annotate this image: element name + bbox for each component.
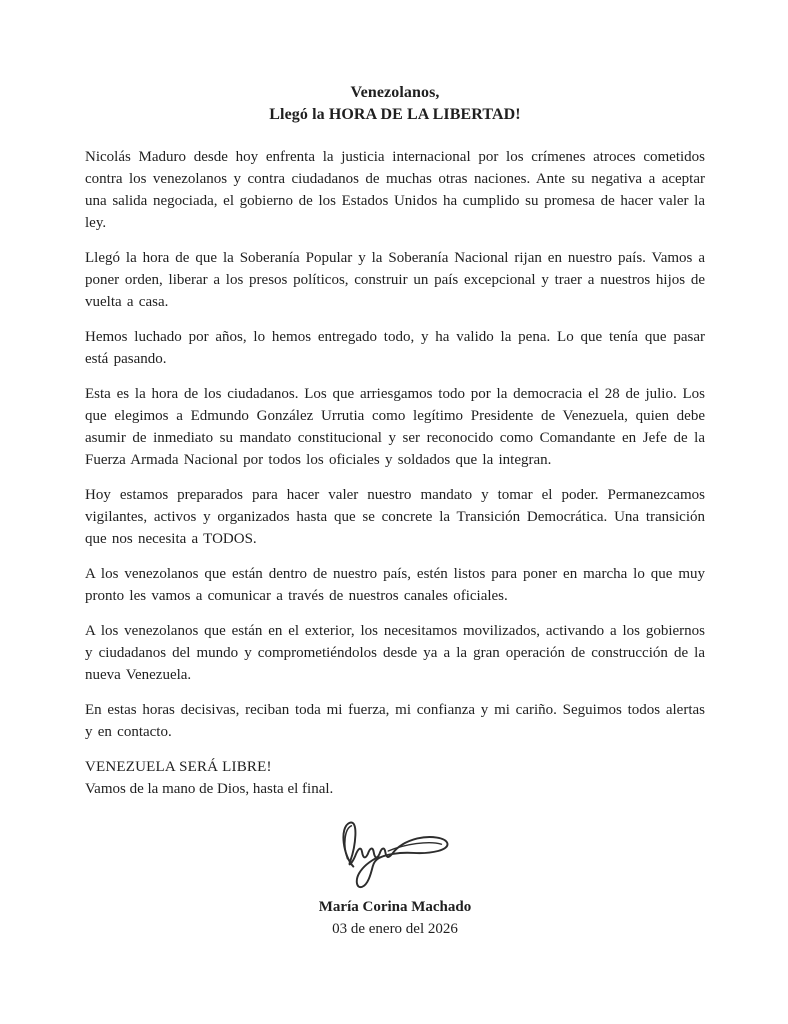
letter-paragraph: A los venezolanos que están dentro de nuestro país, estén listos para poner en marcha lo que muy pronto les vamos a comunicar a través de nuestros canales oficiales.	[85, 566, 705, 604]
letter-paragraph: Hemos luchado por años, lo hemos entregado todo, y ha valido la pena. Lo que tenía que pasar está pasando.	[85, 329, 705, 367]
closing-slogan: VENEZUELA SERÁ LIBRE!	[85, 759, 272, 775]
letter-title-line1: Venezolanos,	[350, 84, 440, 101]
letter-body	[85, 146, 705, 743]
letter-closing	[85, 756, 705, 800]
letter-title-line2: Llegó la HORA DE LA LIBERTAD!	[269, 106, 521, 123]
letter-date: 03 de enero del 2026	[332, 921, 458, 937]
letter-paragraph: Llegó la hora de que la Soberanía Popular y la Soberanía Nacional rijan en nuestro país. Vamos a poner orden, liberar a los presos políticos, construir un país excepcional y traer a nuestros hijos de vuelta a casa.	[85, 250, 705, 310]
signature-block	[85, 896, 705, 940]
signature-scribble-icon	[332, 812, 458, 890]
letter-paragraph: Hoy estamos preparados para hacer valer nuestro mandato y tomar el poder. Permanezcamos vigilantes, activos y organizados hasta que se concrete la Transición Democrática. Una transición que nos necesita a TODOS.	[85, 487, 705, 547]
letter-paragraph: Esta es la hora de los ciudadanos. Los que arriesgamos todo por la democracia el 28 de julio. Los que elegimos a Edmundo González Urrutia como legítimo Presidente de Venezuela, quien debe asumir de inmediato su mandato constitucional y ser reconocido como Comandante en Jefe de la Fuerza Armada Nacional por todos los oficiales y soldados que la integran.	[85, 386, 705, 468]
letter-paragraph: Nicolás Maduro desde hoy enfrenta la justicia internacional por los crímenes atroces cometidos contra los venezolanos y contra ciudadanos de muchas otras naciones. Ante su negativa a aceptar una salida negociada, el gobierno de los Estados Unidos ha cumplido su promesa de hacer valer la ley.	[85, 149, 705, 231]
letter-paragraph: En estas horas decisivas, reciban toda mi fuerza, mi confianza y mi cariño. Seguimos todos alertas y en contacto.	[85, 702, 705, 740]
closing-farewell: Vamos de la mano de Dios, hasta el final.	[85, 781, 334, 797]
letter-title	[85, 82, 705, 126]
signature-area	[85, 810, 705, 892]
letter-paragraph: A los venezolanos que están en el exterior, los necesitamos movilizados, activando a los gobiernos y ciudadanos del mundo y comprometiéndolos desde ya a la gran operación de construcción de la nueva Venezuela.	[85, 623, 705, 683]
signer-name: María Corina Machado	[318, 899, 472, 915]
